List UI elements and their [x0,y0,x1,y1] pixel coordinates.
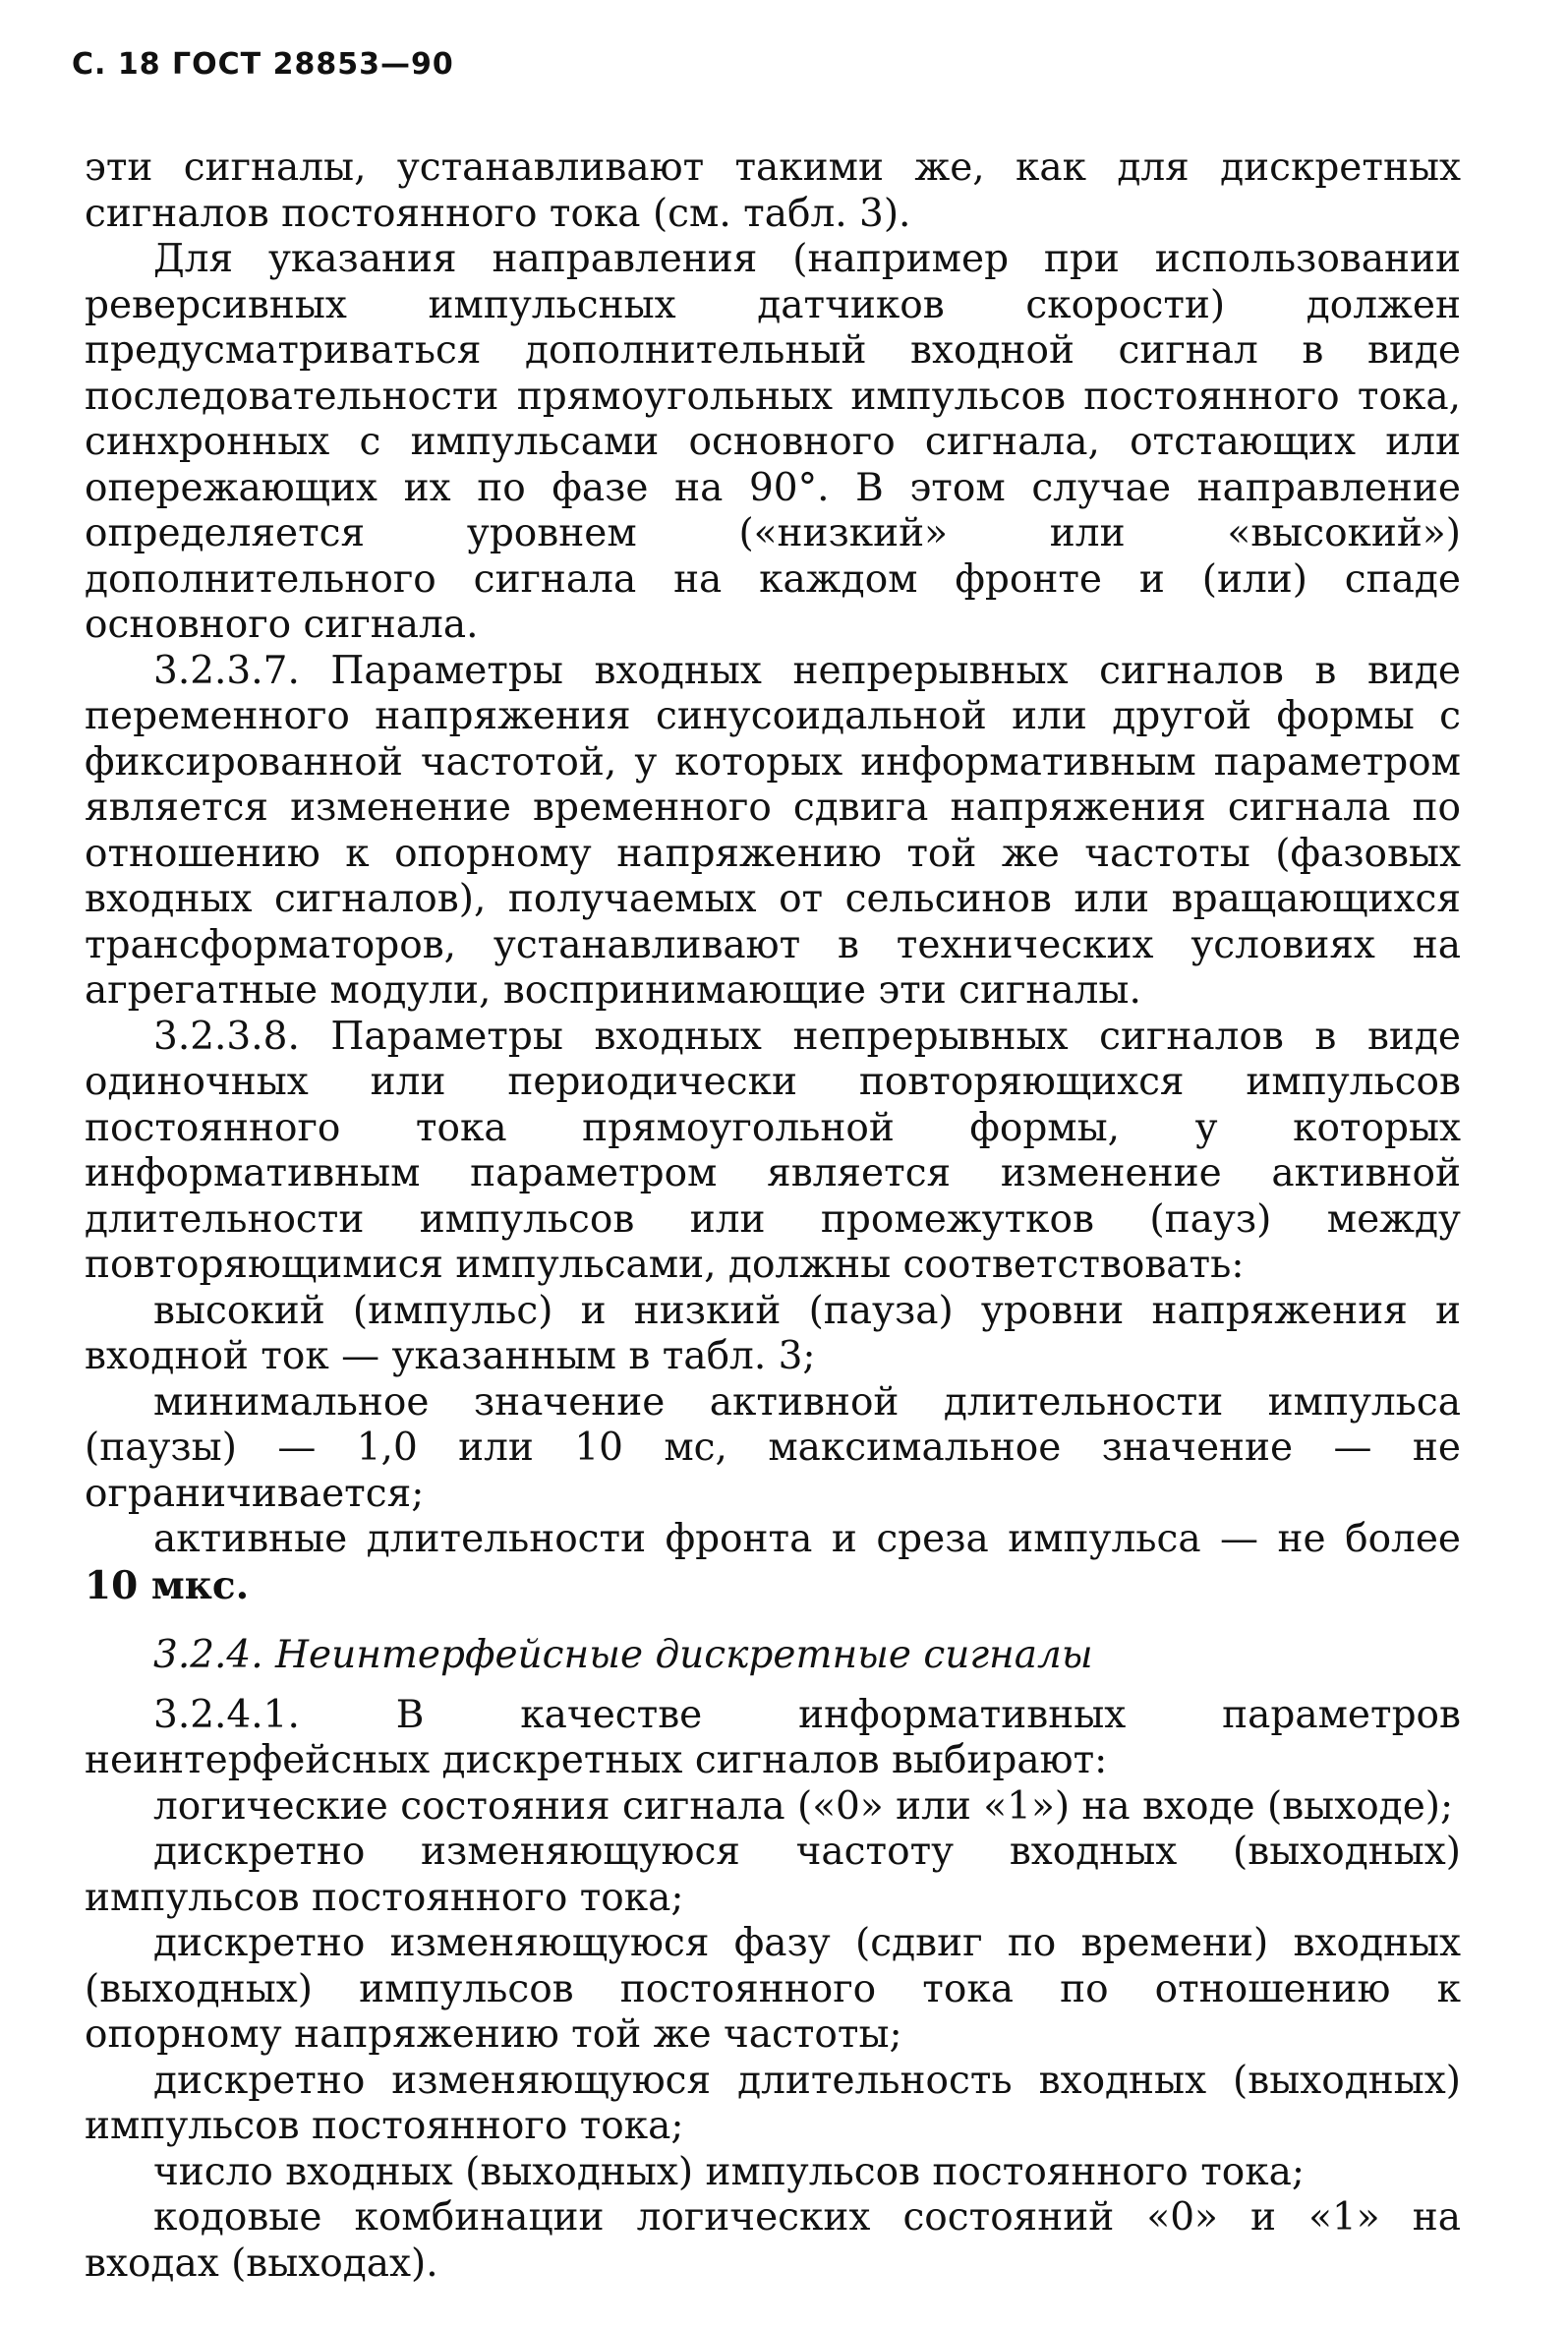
list-item: логические состояния сигнала («0» или «1») на входе (выходе); [153,1783,1454,1829]
list-item: дискретно изменяющуюся длительность входных (выходных) импульсов постоянного тока; [85,2058,1461,2148]
section-title: 3.2.4. Неинтерфейсные дискретные сигналы [153,1633,1093,1677]
page-header: С. 18 ГОСТ 28853—90 [72,47,454,82]
list-item: дискретно изменяющуюся частоту входных (выходных) импульсов постоянного тока; [85,1830,1461,1920]
paragraph: высокий (импульс) и низкий (пауза) уровни напряжения и входной ток — указанным в табл. 3; [85,1288,1461,1378]
paragraph: эти сигналы, устанавливают такими же, как для дискретных сигналов постоянного тока (см. табл. 3). [85,146,1461,236]
paragraph: Для указания направления (например при использовании реверсивных импульсных датчиков скорости) должен предусматриваться дополнительный входной сигнал в виде последовательности прямоугольных импульсов постоянного тока, синхронных с импульсами основного сигнала, отстающих или опережающих их по фазе на 90°. В этом случае направление определяется уровнем («низкий» или «высокий») дополнительного сигнала на каждом фронте и (или) спаде основного сигнала. [85,237,1461,647]
paragraph: 3.2.4.1. В качестве информативных параметров неинтерфейсных дискретных сигналов выбирают: [85,1692,1461,1782]
paragraph-text: активные длительности фронта и среза импульса — не более [153,1517,1461,1561]
list-item: число входных (выходных) импульсов постоянного тока; [153,2149,1306,2194]
paragraph: 3.2.3.8. Параметры входных непрерывных сигналов в виде одиночных или периодически повторяющихся импульсов постоянного тока прямоугольной формы, у которых информативным параметром является изменение активной длительности импульсов или промежутков (пауз) между повторяющимися импульсами, должны соответствовать: [85,1014,1461,1287]
paragraph: 3.2.3.7. Параметры входных непрерывных сигналов в виде переменного напряжения синусоидальной или другой формы с фиксированной частотой, у которых информативным параметром является изменение временного сдвига напряжения сигнала по отношению к опорному напряжению той же частоты (фазовых входных сигналов), получаемых от сельсинов или вращающихся трансформаторов, устанавливают в технических условиях на агрегатные модули, воспринимающие эти сигналы. [85,648,1461,1013]
paragraph [85,1517,1461,1609]
paragraph-tail: 10 мкс. [85,1562,250,1608]
list-item: дискретно изменяющуюся фазу (сдвиг по времени) входных (выходных) импульсов постоянного тока по отношению к опорному напряжению той же частоты; [85,1921,1461,2057]
paragraph: минимальное значение активной длительности импульса (паузы) — 1,0 или 10 мс, максимальное значение — не ограничивается; [85,1379,1461,1516]
list-item: кодовые комбинации логических состояний «0» и «1» на входах (выходах). [85,2195,1461,2286]
document-body [85,146,1461,2287]
